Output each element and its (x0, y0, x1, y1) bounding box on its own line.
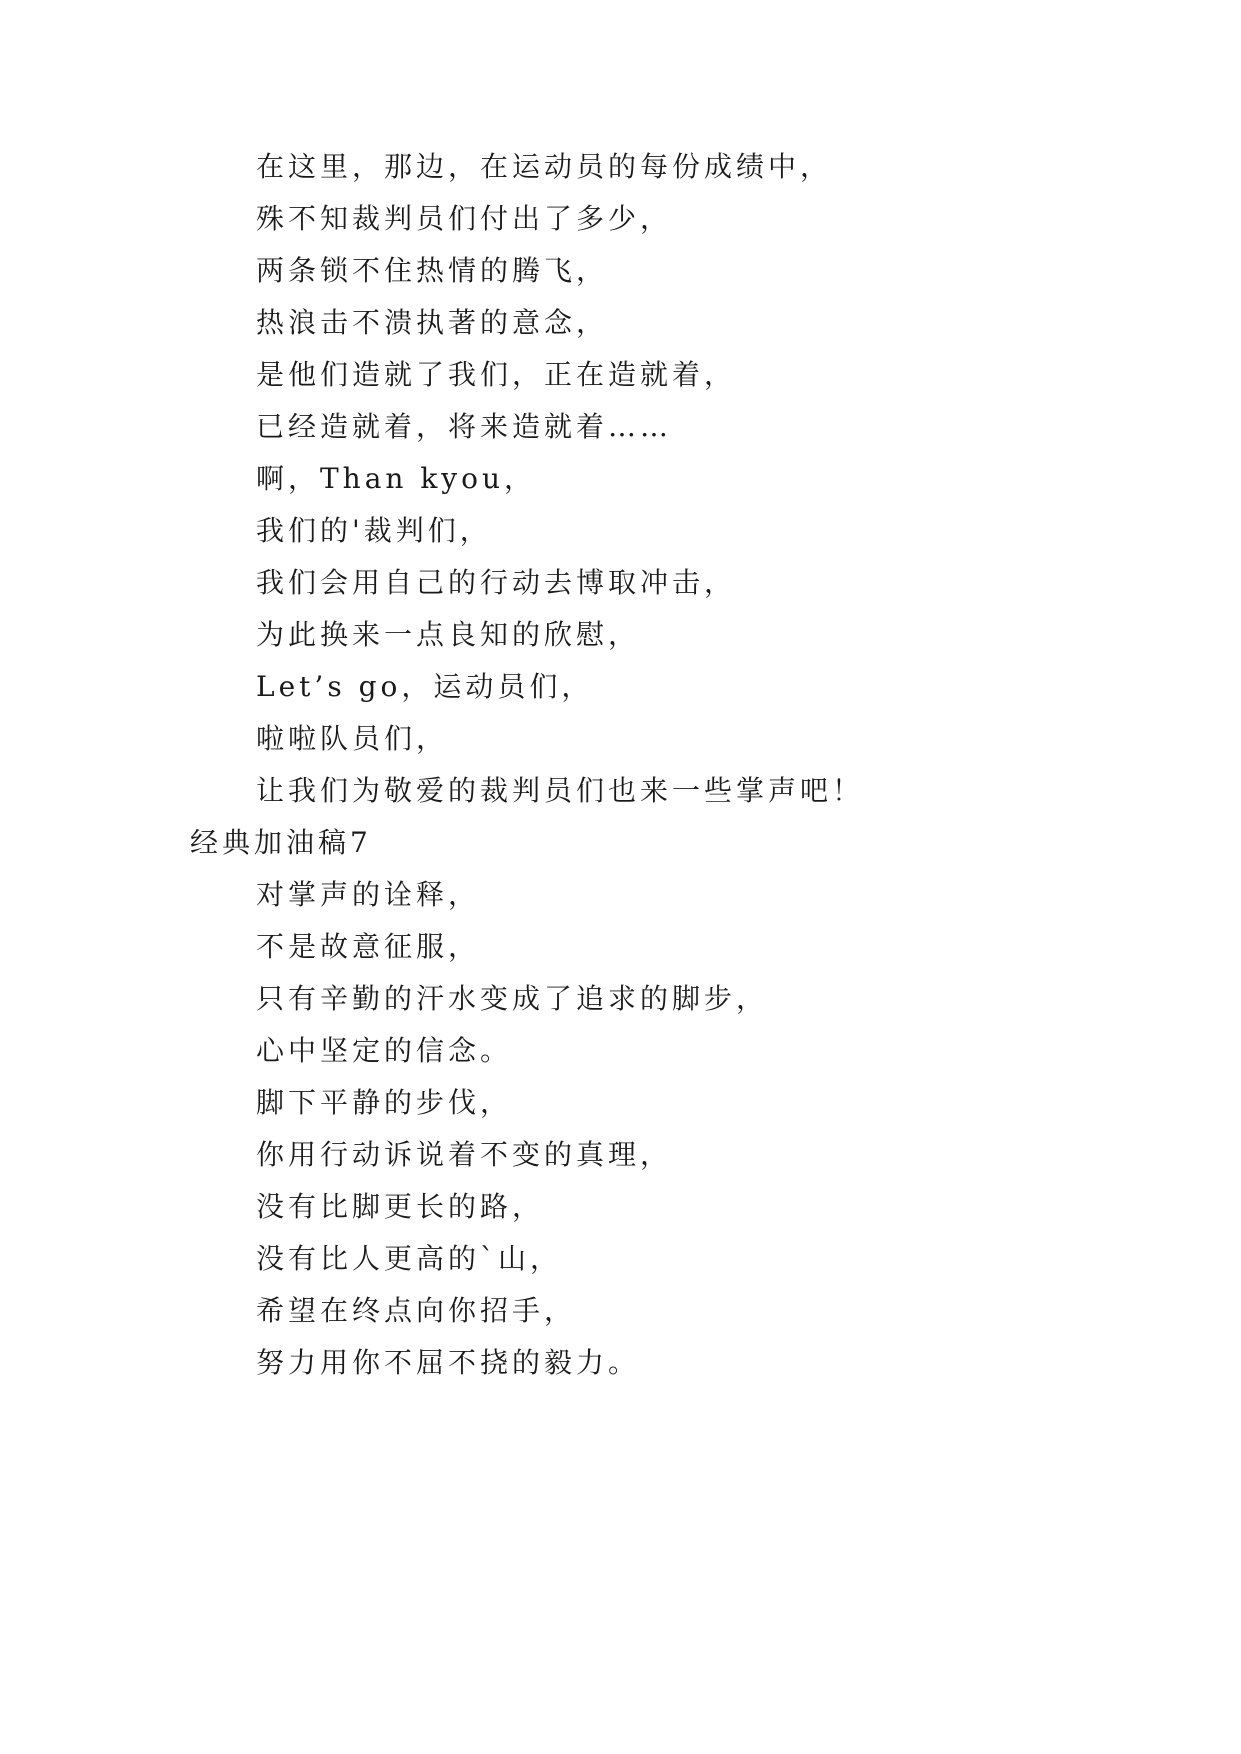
poem-line: 是他们造就了我们，正在造就着， (256, 358, 737, 391)
poem-line: 为此换来一点良知的欣慰， (256, 618, 641, 651)
poem-line: 已经造就着，将来造就着…… (256, 410, 673, 443)
poem-line: 我们会用自己的行动去博取冲击， (256, 566, 737, 599)
poem-line: 两条锁不住热情的腾飞， (256, 254, 609, 287)
section-heading: 经典加油稿7 (190, 826, 372, 859)
poem-line: 啊，Than kyou， (256, 462, 537, 495)
poem-line: 不是故意征服， (256, 930, 481, 963)
poem-line: 对掌声的诠释， (256, 878, 481, 911)
poem-line: 心中坚定的信念。 (256, 1034, 513, 1067)
poem-line: 希望在终点向你招手， (256, 1294, 577, 1327)
poem-line: 我们的'裁判们， (256, 514, 492, 547)
poem-line: 只有辛勤的汗水变成了追求的脚步， (256, 982, 769, 1015)
poem-line: 在这里，那边，在运动员的每份成绩中， (256, 150, 833, 183)
poem-line: 啦啦队员们， (256, 722, 449, 755)
poem-line: 脚下平静的步伐， (256, 1086, 513, 1119)
poem-line: 殊不知裁判员们付出了多少， (256, 202, 673, 235)
poem-line: 努力用你不屈不挠的毅力。 (256, 1346, 641, 1379)
poem-line: 没有比脚更长的路， (256, 1190, 545, 1223)
poem-line: 你用行动诉说着不变的真理， (256, 1138, 673, 1171)
poem-line: 让我们为敬爱的裁判员们也来一些掌声吧！ (256, 774, 865, 807)
poem-line: 没有比人更高的`山， (256, 1242, 563, 1275)
poem-line: Let’s go，运动员们， (256, 670, 594, 703)
poem-line: 热浪击不溃执著的意念， (256, 306, 609, 339)
